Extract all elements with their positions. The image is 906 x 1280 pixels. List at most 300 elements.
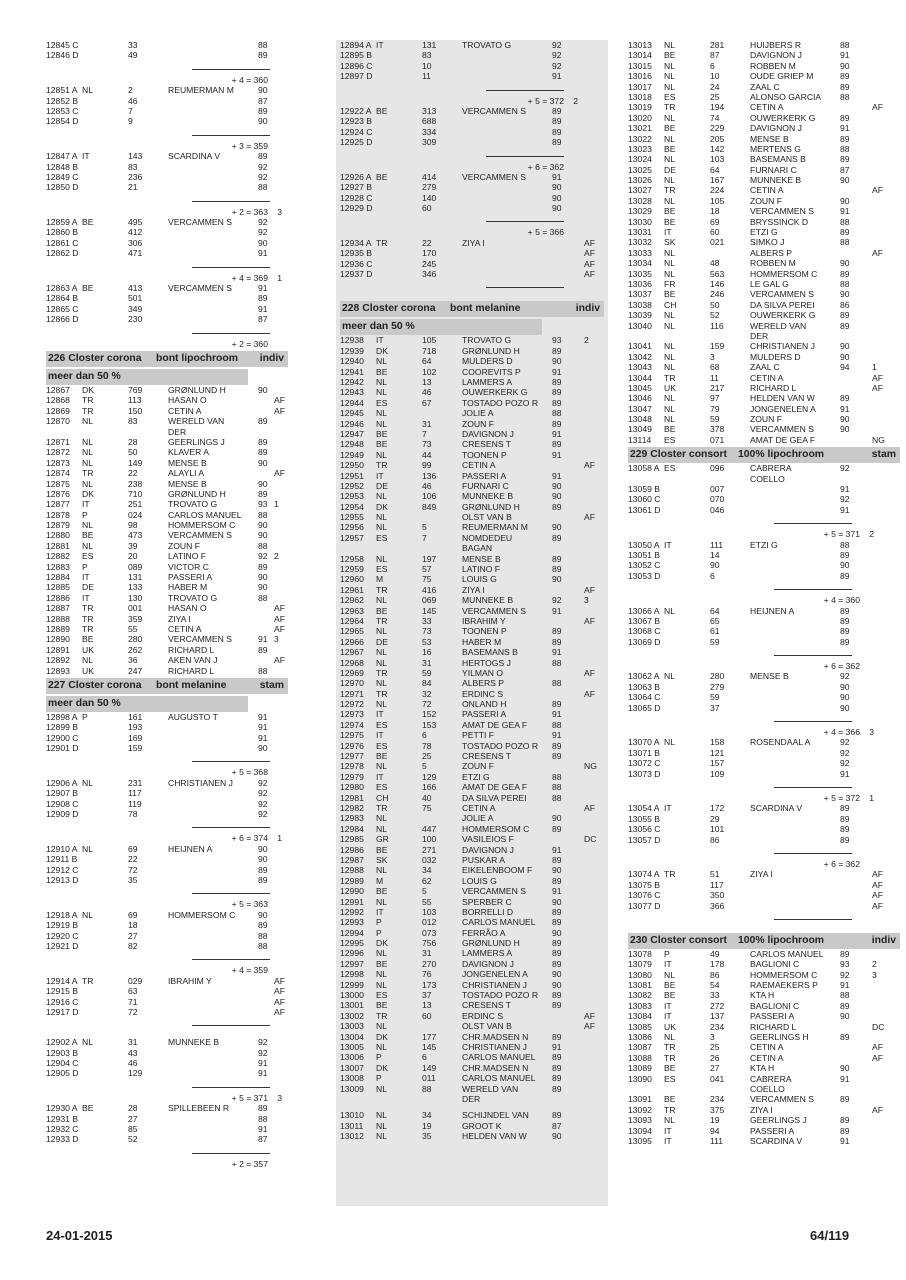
result-row xyxy=(628,692,900,702)
result-row xyxy=(628,185,900,195)
country-code: BE xyxy=(664,143,676,154)
ring-number: 12971 xyxy=(340,688,364,699)
exhibitor-name: PASSERI A xyxy=(750,1125,795,1136)
exhibitor-number: 69 xyxy=(128,843,138,854)
points: 90 xyxy=(840,175,850,186)
exhibitor-name: HELDEN VAN W xyxy=(750,393,815,404)
result-row xyxy=(46,499,288,509)
exhibitor-number: 53 xyxy=(422,636,432,647)
points: 94 xyxy=(840,362,850,373)
exhibitor-number: 150 xyxy=(128,405,143,416)
points: 89 xyxy=(258,447,268,458)
country-code: NL xyxy=(664,1115,675,1126)
exhibitor-number: 46 xyxy=(128,95,138,106)
ring-number: 12850 D xyxy=(46,182,79,193)
result-row xyxy=(340,172,604,182)
country-code: BE xyxy=(376,844,388,855)
country-code: IT xyxy=(664,1135,672,1146)
result-row xyxy=(340,585,604,595)
exhibitor-number: 073 xyxy=(422,927,437,938)
ring-number: 13007 xyxy=(340,1062,364,1073)
result-row xyxy=(628,102,900,112)
ring-number: 12885 xyxy=(46,582,70,593)
exhibitor-number: 20 xyxy=(128,551,138,562)
exhibitor-name: CETIN A xyxy=(750,185,784,196)
points: 89 xyxy=(840,1032,850,1043)
country-code: NL xyxy=(376,699,387,710)
ring-number: 12861 C xyxy=(46,237,79,248)
result-row xyxy=(628,40,900,50)
separator-line xyxy=(774,853,852,854)
country-code: GR xyxy=(376,834,389,845)
exhibitor-number: 159 xyxy=(710,341,725,352)
exhibitor-number: 041 xyxy=(710,1073,725,1084)
remark: AF xyxy=(584,248,595,259)
exhibitor-number: 849 xyxy=(422,501,437,512)
country-code: P xyxy=(82,509,88,520)
country-code: CH xyxy=(376,792,389,803)
exhibitor-number: 131 xyxy=(128,572,143,583)
total-text: + 2 = 357 xyxy=(231,1158,268,1169)
points: 90 xyxy=(840,1063,850,1074)
points: 88 xyxy=(258,182,268,193)
points: 92 xyxy=(258,217,268,228)
result-row xyxy=(628,82,900,92)
ring-number: 13069 D xyxy=(628,636,661,647)
country-code: NL xyxy=(664,40,675,50)
exhibitor-number: 710 xyxy=(128,488,143,499)
ring-number: 12994 xyxy=(340,927,364,938)
exhibitor-number: 271 xyxy=(422,844,437,855)
country-code: TR xyxy=(82,468,94,479)
ring-number: 12863 A xyxy=(46,283,78,294)
ring-number: 12950 xyxy=(340,460,364,471)
ring-number: 12974 xyxy=(340,719,364,730)
exhibitor-name: CRESENS T xyxy=(462,1000,512,1011)
country-code: NL xyxy=(376,1120,387,1131)
exhibitor-number: 25 xyxy=(422,751,432,762)
result-row xyxy=(628,196,900,206)
country-code: BE xyxy=(376,171,388,182)
points: 89 xyxy=(258,50,268,61)
points: 92 xyxy=(840,463,850,474)
result-row xyxy=(340,637,604,647)
ring-number: 12890 xyxy=(46,634,70,645)
points: 91 xyxy=(258,1124,268,1135)
exhibitor-number: 229 xyxy=(710,123,725,134)
exhibitor-number: 55 xyxy=(128,623,138,634)
exhibitor-name: CHRISTIANEN J xyxy=(750,341,815,352)
ring-number: 12879 xyxy=(46,520,70,531)
points: 89 xyxy=(552,564,562,575)
result-row xyxy=(46,520,288,530)
exhibitor-name: RICHARD L xyxy=(168,644,215,655)
points: 90 xyxy=(552,979,562,990)
country-code: NL xyxy=(376,387,387,398)
points: 90 xyxy=(258,457,268,468)
points: 92 xyxy=(840,737,850,748)
result-row xyxy=(46,385,288,395)
remark: AF xyxy=(584,258,595,269)
group-total xyxy=(340,96,604,106)
ring-number: 13050 A xyxy=(628,539,660,550)
exhibitor-number: 158 xyxy=(710,737,725,748)
exhibitor-name: HEIJNEN A xyxy=(750,605,795,616)
result-row xyxy=(340,61,604,71)
result-row xyxy=(340,917,604,927)
ring-number: 12978 xyxy=(340,761,364,772)
result-row xyxy=(340,699,604,709)
exhibitor-number: 28 xyxy=(128,436,138,447)
result-row xyxy=(628,970,900,980)
remark: AF xyxy=(274,1006,285,1017)
points: 89 xyxy=(552,1000,562,1011)
exhibitor-number: 117 xyxy=(128,788,142,799)
exhibitor-number: 46 xyxy=(422,387,432,398)
points: 90 xyxy=(552,896,562,907)
exhibitor-name: OLST VAN B xyxy=(462,512,512,523)
exhibitor-number: 001 xyxy=(128,603,143,614)
result-row xyxy=(340,855,604,865)
result-row xyxy=(628,748,900,758)
country-code: BE xyxy=(82,1103,94,1114)
exhibitor-number: 129 xyxy=(422,771,437,782)
separator-line xyxy=(486,156,564,157)
ring-number: 13023 xyxy=(628,143,652,154)
ring-number: 13080 xyxy=(628,969,652,980)
country-code: DE xyxy=(664,164,676,175)
exhibitor-name: VERCAMMEN S xyxy=(462,171,526,182)
country-code: NL xyxy=(664,247,675,258)
remark: 1 xyxy=(872,362,877,373)
exhibitor-name: VASILEIOS F xyxy=(462,834,514,845)
exhibitor-number: 313 xyxy=(422,105,437,116)
exhibitor-number: 136 xyxy=(422,470,437,481)
points: 91 xyxy=(840,504,850,515)
exhibitor-name: PASSERI A xyxy=(168,572,213,583)
exhibitor-name: DAVIGNON J xyxy=(462,844,514,855)
exhibitor-number: 137 xyxy=(710,1011,725,1022)
total-separator xyxy=(628,713,900,727)
points: 89 xyxy=(258,105,268,116)
points: 90 xyxy=(840,1011,850,1022)
points: 89 xyxy=(258,416,268,427)
ring-number: 12969 xyxy=(340,667,364,678)
exhibitor-name: BAGLIONI C xyxy=(750,1000,800,1011)
exhibitor-name: MUNNEKE B xyxy=(168,1037,220,1048)
result-row xyxy=(46,293,288,303)
ring-number: 12954 xyxy=(340,501,364,512)
points: 91 xyxy=(552,449,562,460)
exhibitor-number: 31 xyxy=(422,418,432,429)
country-code: UK xyxy=(664,1021,676,1032)
exhibitor-number: 31 xyxy=(128,1037,138,1048)
exhibitor-name: CHRISTIANEN J xyxy=(462,979,527,990)
total-text: + 2 = 360 xyxy=(231,338,268,349)
country-code: DE xyxy=(82,582,94,593)
exhibitor-name: JONGENELEN A xyxy=(750,403,816,414)
exhibitor-name: BRYSSINCK D xyxy=(750,216,809,227)
points: 88 xyxy=(258,509,268,520)
ring-number: 12899 B xyxy=(46,722,79,733)
exhibitor-name: KLAVER A xyxy=(168,447,209,458)
ring-number: 12983 xyxy=(340,813,364,824)
points: 90 xyxy=(258,572,268,583)
result-row xyxy=(628,474,900,484)
country-code: NL xyxy=(376,647,387,658)
result-row xyxy=(340,377,604,387)
ring-number: 13083 xyxy=(628,1000,652,1011)
exhibitor-number: 111 xyxy=(710,539,724,550)
exhibitor-name: AMAT DE GEA F xyxy=(462,782,528,793)
exhibitor-number: 39 xyxy=(128,540,138,551)
remark: AF xyxy=(584,237,595,248)
points: 89 xyxy=(552,740,562,751)
ring-number: 13060 C xyxy=(628,494,661,505)
total-text: + 5 = 368 xyxy=(231,767,268,778)
ring-number: 12975 xyxy=(340,730,364,741)
exhibitor-number: 52 xyxy=(128,1134,138,1145)
exhibitor-name: VERCAMMEN S xyxy=(168,283,232,294)
ring-number: 12957 xyxy=(340,532,364,543)
result-row xyxy=(340,408,604,418)
placing: 2 xyxy=(869,529,874,540)
result-row xyxy=(628,814,900,824)
points: 90 xyxy=(840,692,850,703)
country-code: NL xyxy=(376,1110,387,1121)
result-row xyxy=(340,834,604,844)
exhibitor-name: MUNNEKE B xyxy=(750,175,802,186)
country-code: BE xyxy=(664,123,676,134)
ring-number: 12909 D xyxy=(46,809,79,820)
country-code: ES xyxy=(376,740,388,751)
ring-number: 13051 B xyxy=(628,549,661,560)
result-row xyxy=(340,616,604,626)
country-code: TR xyxy=(376,237,388,248)
points: 91 xyxy=(258,303,268,314)
country-code: IT xyxy=(82,572,90,583)
placing: 2 xyxy=(573,95,578,106)
exhibitor-name: JOLIE A xyxy=(462,813,494,824)
ring-number: 12979 xyxy=(340,771,364,782)
points: 90 xyxy=(840,351,850,362)
exhibitor-number: 167 xyxy=(710,175,725,186)
exhibitor-number: 149 xyxy=(422,1062,437,1073)
points: 89 xyxy=(840,227,850,238)
result-row xyxy=(340,1052,604,1062)
exhibitor-name: RICHARD L xyxy=(750,1021,797,1032)
exhibitor-number: 46 xyxy=(422,480,432,491)
result-row xyxy=(46,1068,288,1078)
exhibitor-number: 247 xyxy=(128,665,143,676)
exhibitor-number: 49 xyxy=(128,50,138,61)
exhibitor-number: 75 xyxy=(422,574,432,585)
result-row xyxy=(340,367,604,377)
spacer xyxy=(340,293,604,299)
exhibitor-number: 246 xyxy=(710,289,725,300)
separator-line xyxy=(192,1087,270,1088)
exhibitor-number: 69 xyxy=(710,216,720,227)
points: 89 xyxy=(840,1115,850,1126)
result-row xyxy=(628,682,900,692)
exhibitor-name: VERCAMMEN S xyxy=(462,886,526,897)
result-row xyxy=(340,106,604,116)
country-code: NL xyxy=(82,540,93,551)
result-row xyxy=(340,398,604,408)
ring-number: 13048 xyxy=(628,414,652,425)
exhibitor-number: 68 xyxy=(710,362,720,373)
ring-number: 13063 B xyxy=(628,681,661,692)
total-text: + 4 = 360 xyxy=(231,74,268,85)
ring-number: 13045 xyxy=(628,382,652,393)
points: 89 xyxy=(258,920,268,931)
exhibitor-number: 59 xyxy=(710,414,720,425)
result-row xyxy=(628,92,900,102)
points: 91 xyxy=(840,980,850,991)
country-code: NL xyxy=(664,81,675,92)
country-code: NL xyxy=(664,403,675,414)
result-row xyxy=(628,606,900,616)
country-code: DK xyxy=(376,501,388,512)
separator-line xyxy=(192,761,270,762)
points: 90 xyxy=(258,743,268,754)
country-code: NL xyxy=(664,175,675,186)
exhibitor-name: ONLAND H xyxy=(462,699,507,710)
exhibitor-number: 473 xyxy=(128,530,143,541)
ring-number: 12866 D xyxy=(46,314,79,325)
country-code: NL xyxy=(82,1037,93,1048)
ring-number: 13025 xyxy=(628,164,652,175)
result-row xyxy=(46,844,288,854)
total-separator xyxy=(340,82,604,96)
result-row xyxy=(340,782,604,792)
remark: AF xyxy=(872,869,883,880)
result-row xyxy=(46,910,288,920)
group-total xyxy=(46,273,288,283)
ring-number: 13082 xyxy=(628,990,652,1001)
results-column-right xyxy=(628,40,900,1146)
remark: DC xyxy=(584,834,597,845)
ring-number: 12849 C xyxy=(46,171,79,182)
exhibitor-number: 99 xyxy=(422,460,432,471)
points: 91 xyxy=(840,484,850,495)
points: 91 xyxy=(552,886,562,897)
total-text: + 5 = 371 xyxy=(231,1092,268,1103)
ring-number: 12860 B xyxy=(46,227,79,238)
exhibitor-number: 83 xyxy=(128,416,138,427)
ring-number: 12854 D xyxy=(46,116,79,127)
exhibitor-number: 563 xyxy=(710,268,725,279)
exhibitor-number: 59 xyxy=(710,636,720,647)
exhibitor-name: RICHARD L xyxy=(168,665,215,676)
result-row xyxy=(340,938,604,948)
country-code: TR xyxy=(82,623,94,634)
exhibitor-name: HUIJBERS R xyxy=(750,40,802,50)
exhibitor-number: 50 xyxy=(710,299,720,310)
country-code: NL xyxy=(664,737,675,748)
points: 89 xyxy=(840,824,850,835)
result-row xyxy=(340,387,604,397)
ring-number: 13066 A xyxy=(628,605,660,616)
country-code: BE xyxy=(664,1063,676,1074)
country-code: NL xyxy=(664,393,675,404)
exhibitor-name: BASEMANS B xyxy=(750,154,806,165)
class-header xyxy=(340,301,604,317)
exhibitor-number: 59 xyxy=(710,692,720,703)
exhibitor-number: 84 xyxy=(422,678,432,689)
exhibitor-number: 177 xyxy=(422,1031,437,1042)
remark: 2 xyxy=(872,959,877,970)
result-row xyxy=(628,414,900,424)
separator-line xyxy=(486,221,564,222)
ring-number: 12987 xyxy=(340,854,364,865)
points: 90 xyxy=(258,520,268,531)
exhibitor-name: RICHARD L xyxy=(750,382,797,393)
result-row xyxy=(46,458,288,468)
exhibitor-number: 35 xyxy=(422,1131,432,1142)
exhibitor-name: ZAAL C xyxy=(750,362,780,373)
remark: 3 xyxy=(274,634,279,645)
country-code: BE xyxy=(376,105,388,116)
ring-number: 13089 xyxy=(628,1063,652,1074)
ring-number: 13070 A xyxy=(628,737,660,748)
result-row xyxy=(628,50,900,60)
country-code: BE xyxy=(82,634,94,645)
result-row xyxy=(340,1094,604,1104)
points: 89 xyxy=(552,875,562,886)
result-row xyxy=(628,352,900,362)
ring-number: 12871 xyxy=(46,436,70,447)
result-row xyxy=(340,824,604,834)
group-total xyxy=(46,899,288,909)
result-row xyxy=(46,447,288,457)
points: 90 xyxy=(552,969,562,980)
exhibitor-name: NOMDEDEU xyxy=(462,532,513,543)
ring-number: 12998 xyxy=(340,969,364,980)
exhibitor-name: CRESENS T xyxy=(462,439,512,450)
ring-number: 13049 xyxy=(628,424,652,435)
ring-number: 13003 xyxy=(340,1021,364,1032)
total-separator xyxy=(340,148,604,162)
points: 91 xyxy=(840,1073,850,1084)
ring-number: 12895 B xyxy=(340,50,373,61)
country-code: P xyxy=(376,927,382,938)
remark: AF xyxy=(584,1010,595,1021)
result-row xyxy=(628,990,900,1000)
result-row xyxy=(340,647,604,657)
result-row xyxy=(628,258,900,268)
result-row xyxy=(340,845,604,855)
result-row xyxy=(46,931,288,941)
exhibitor-number: 18 xyxy=(128,920,138,931)
ring-number: 12980 xyxy=(340,782,364,793)
country-code: NL xyxy=(376,865,387,876)
exhibitor-number: 22 xyxy=(422,237,432,248)
result-row xyxy=(46,106,288,116)
points: 89 xyxy=(258,875,268,885)
exhibitor-name: HOMMERSOM C xyxy=(462,823,530,834)
result-row xyxy=(340,793,604,803)
points: 88 xyxy=(840,237,850,248)
result-row xyxy=(628,901,900,911)
points: 92 xyxy=(258,1037,268,1048)
exhibitor-number: 32 xyxy=(422,688,432,699)
exhibitor-number: 236 xyxy=(128,171,143,182)
exhibitor-number: 64 xyxy=(422,356,432,367)
result-row xyxy=(340,238,604,248)
exhibitor-number: 166 xyxy=(422,782,437,793)
exhibitor-number: 61 xyxy=(710,626,720,637)
